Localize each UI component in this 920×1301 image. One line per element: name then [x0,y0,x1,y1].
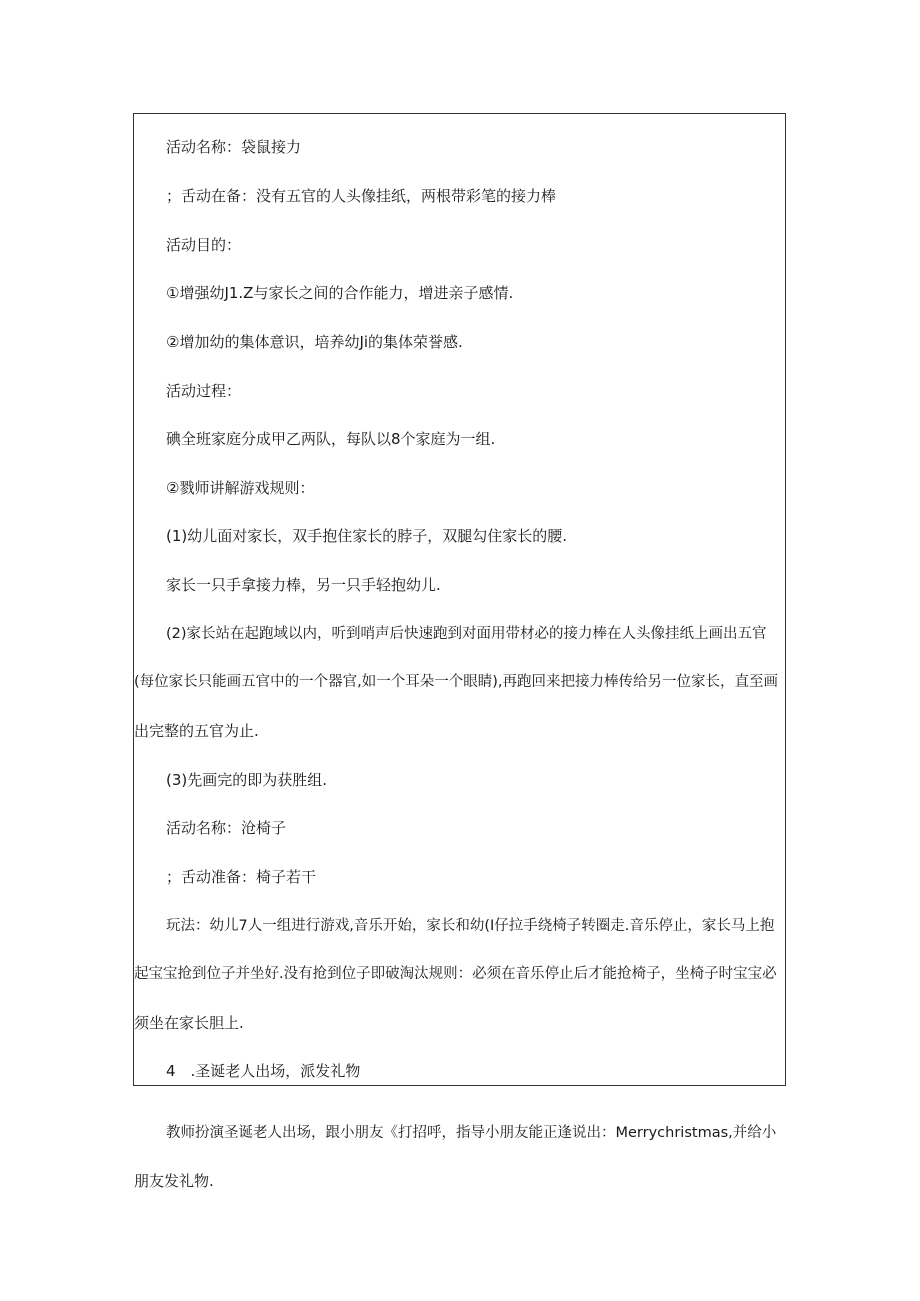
process-step-1: 碘全班家庭分成甲乙两队，每队以8个家庭为一组. [166,430,496,448]
activity-goal-heading: 活动目的： [166,236,242,254]
gameplay-1: 玩法：幼儿7人一组进行游戏,音乐开始，家长和幼(I仔拉手绕椅子转圈走.音乐停止，家长马上抱 [166,918,775,934]
activity-goal-2: ②增加幼的集体意识，培养幼Ji的集体荣誉感. [166,333,463,351]
section-4-heading: 4 .圣诞老人出场，派发礼物 [166,1062,361,1080]
activity-name-2: 活动名称：沧椅子 [166,819,287,837]
closing-paragraph-1: 教师扮演圣诞老人出场，跟小朋友《打招呼，指导小朋友能正逢说出：Merrychristmas,并给小 [166,1125,777,1141]
rule-3: (3)先画完的即为获胜组. [166,771,328,789]
activity-prep-1: ；舌动在备：没有五官的人头像挂纸，两根带彩笔的接力棒 [166,187,557,205]
rule-2: (2)家长站在起跑域以内，听到哨声后快速跑到对面用带材必的接力棒在人头像挂纸上画出五官 [166,626,767,642]
process-step-2: ②戮师讲解游戏规则： [166,479,315,497]
activity-prep-2: ；舌动准备：椅子若干 [166,868,317,886]
rule-1-cont: 家长一只手拿接力棒，另一只手轻抱幼儿. [166,576,441,594]
activity-process-heading: 活动过程： [166,382,242,400]
gameplay-3: 须坐在家长胆上. [134,1014,244,1032]
closing-paragraph-2: 朋友发礼物. [134,1172,214,1190]
rule-2-cont-1: (每位家长只能画五官中的一个器官,如一个耳朵一个眼睛),再跑回来把接力棒传给另一位家长，直至画 [134,674,779,690]
activity-goal-1: ①增强幼J1.Z与家长之间的合作能力，增进亲子感情. [166,284,514,302]
rule-2-cont-2: 出完整的五官为止. [134,722,259,740]
rule-1: (1)幼儿面对家长，双手抱住家长的脖子，双腿勾住家长的腰. [166,527,568,545]
content-table-border [133,113,786,1086]
gameplay-2: 起宝宝抢到位子并坐好.没有抢到位子即破淘汰规则：必须在音乐停止后才能抢椅子，坐椅子时宝宝必 [134,966,777,982]
activity-name-1: 活动名称：袋鼠接力 [166,138,302,156]
